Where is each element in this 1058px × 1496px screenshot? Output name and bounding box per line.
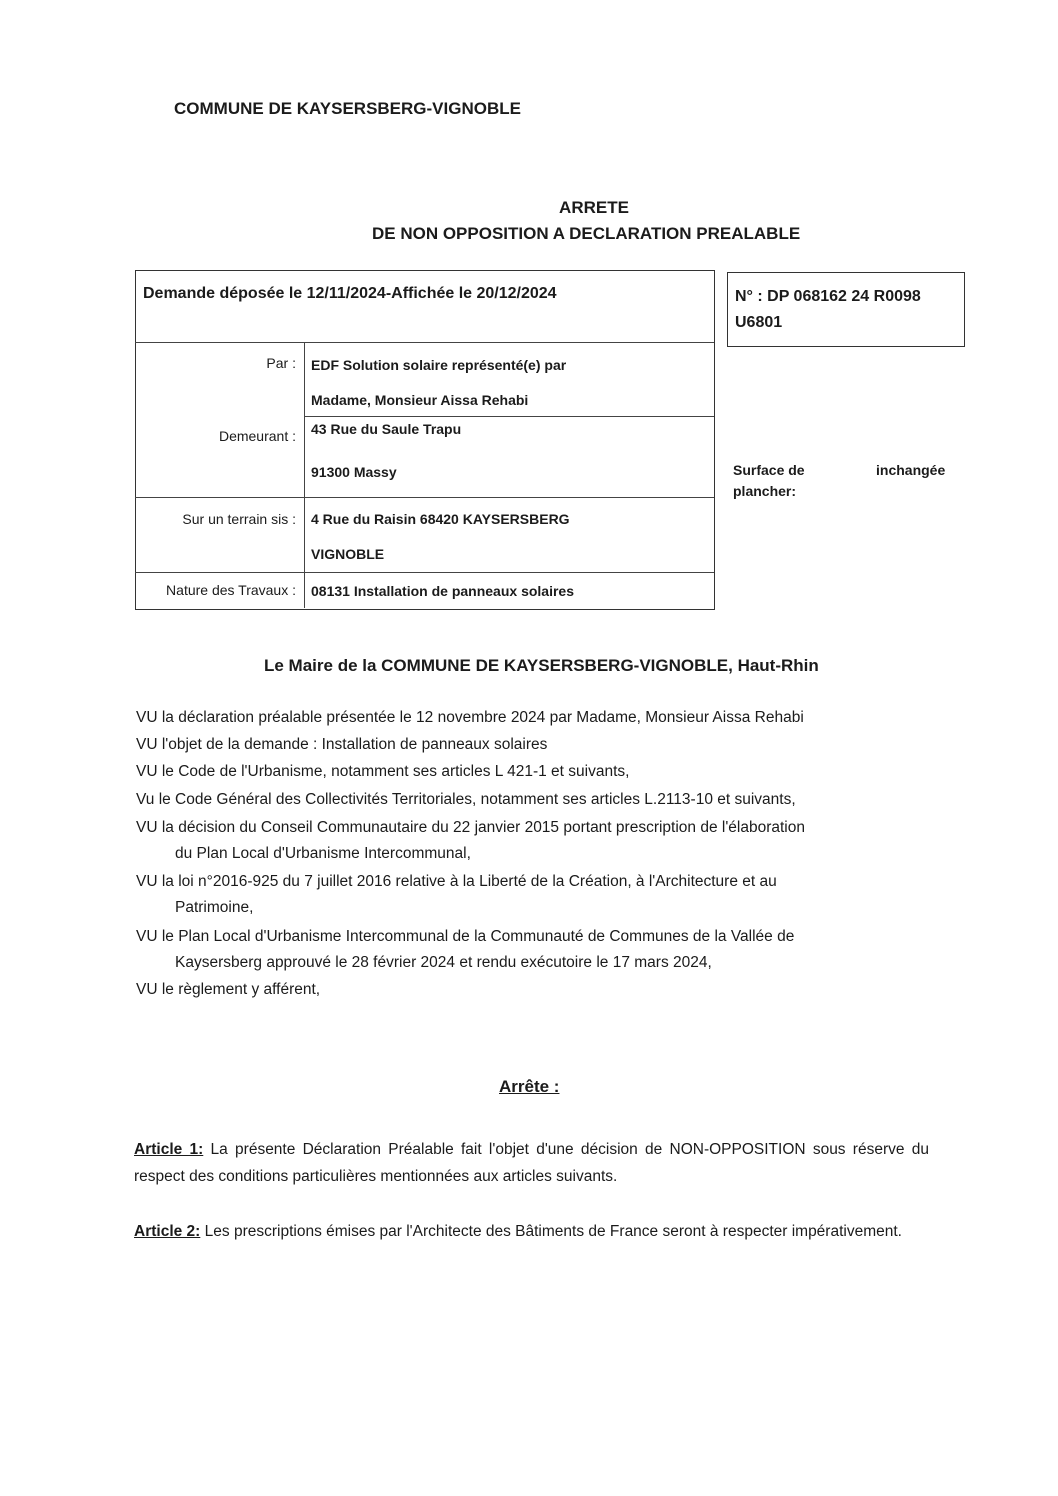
numero-line2: U6801 <box>735 314 783 331</box>
maire-heading: Le Maire de la COMMUNE DE KAYSERSBERG-VIGNOBLE, Haut-Rhin <box>264 656 819 675</box>
article-text: La présente Déclaration Préalable fait l'objet d'une décision de NON-OPPOSITION sous réserve du respect des conditions particulières mentionnées aux articles suivants. <box>134 1141 929 1185</box>
article-2 <box>134 1218 929 1245</box>
article-label: Article 2: <box>134 1223 201 1240</box>
demande-heading: Demande déposée le 12/11/2024-Affichée le 20/12/2024 <box>143 285 557 302</box>
document-subtitle: DE NON OPPOSITION A DECLARATION PREALABLE <box>372 224 801 243</box>
numero-box-border <box>727 272 965 347</box>
article-1 <box>134 1136 929 1190</box>
table-column-divider <box>304 342 305 608</box>
surface-value: inchangée <box>876 462 946 478</box>
vu-item: VU la décision du Conseil Communautaire du 22 janvier 2015 portant prescription de l'élaboration <box>136 819 805 836</box>
vu-item: VU la loi n°2016-925 du 7 juillet 2016 relative à la Liberté de la Création, à l'Architecture et au <box>136 873 777 890</box>
row-value: 4 Rue du Raisin 68420 KAYSERSBERG <box>311 511 570 527</box>
vu-item-continuation: du Plan Local d'Urbanisme Intercommunal, <box>175 845 471 862</box>
document-title: ARRETE <box>559 198 629 217</box>
row-value: 08131 Installation de panneaux solaires <box>311 583 574 599</box>
row-label: Sur un terrain sis : <box>182 511 296 527</box>
row-value: 91300 Massy <box>311 464 397 480</box>
table-divider <box>135 342 714 343</box>
table-divider <box>304 416 714 417</box>
row-value: VIGNOBLE <box>311 546 385 562</box>
vu-item: VU le règlement y afférent, <box>136 981 321 998</box>
vu-item: VU l'objet de la demande : Installation de panneaux solaires <box>136 736 548 753</box>
row-value: EDF Solution solaire représenté(e) par <box>311 357 567 373</box>
table-divider <box>135 572 714 573</box>
vu-item: VU le Plan Local d'Urbanisme Intercommunal de la Communauté de Communes de la Vallée de <box>136 928 795 945</box>
table-divider <box>135 497 714 498</box>
row-value: Madame, Monsieur Aissa Rehabi <box>311 392 529 408</box>
article-text: Les prescriptions émises par l'Architecte des Bâtiments de France seront à respecter impérativement. <box>204 1223 902 1240</box>
row-label: Demeurant : <box>218 428 296 444</box>
vu-item: VU la déclaration préalable présentée le 12 novembre 2024 par Madame, Monsieur Aissa Rehabi <box>136 709 804 726</box>
arrete-heading: Arrête : <box>499 1077 560 1096</box>
row-value: 43 Rue du Saule Trapu <box>311 421 462 437</box>
vu-item-continuation: Patrimoine, <box>175 899 254 916</box>
vu-item-continuation: Kaysersberg approuvé le 28 février 2024 et rendu exécutoire le 17 mars 2024, <box>175 954 712 971</box>
surface-label: Surface de <box>733 462 805 478</box>
numero-line1: N° : DP 068162 24 R0098 <box>735 288 921 305</box>
surface-label-cont: plancher: <box>733 483 797 499</box>
vu-item: VU le Code de l'Urbanisme, notamment ses articles L 421-1 et suivants, <box>136 763 630 780</box>
article-label: Article 1: <box>134 1141 204 1158</box>
row-label: Nature des Travaux : <box>166 582 296 598</box>
vu-item: Vu le Code Général des Collectivités Territoriales, notamment ses articles L.2113-10 et suivants, <box>136 791 796 808</box>
commune-name: COMMUNE DE KAYSERSBERG-VIGNOBLE <box>174 99 521 118</box>
row-label: Par : <box>266 355 296 371</box>
